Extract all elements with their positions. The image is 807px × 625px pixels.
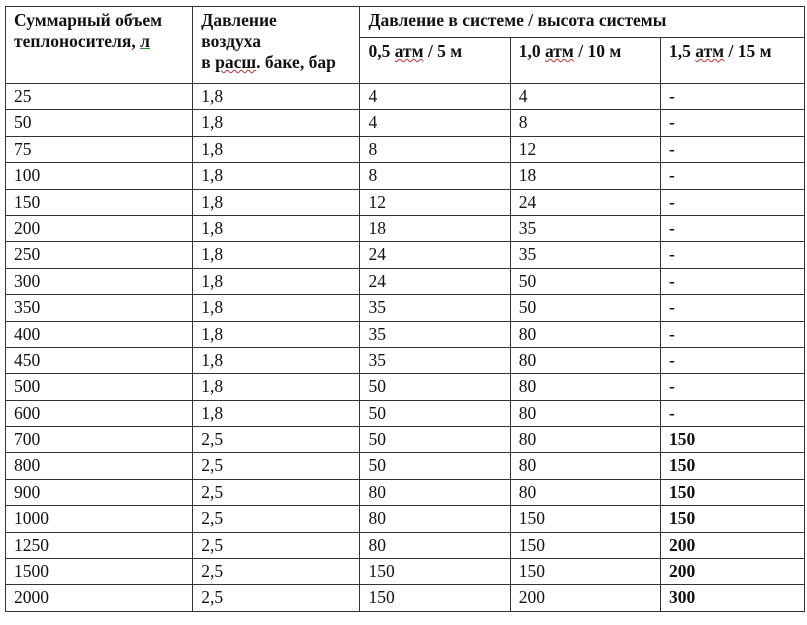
air-pressure-cell: 1,8 xyxy=(193,136,360,162)
table-row xyxy=(6,268,805,294)
header-sub-05-c: / 5 м xyxy=(423,41,463,61)
table-row xyxy=(6,559,805,585)
table-row xyxy=(6,585,805,611)
header-air-pressure-line3b: расш xyxy=(215,52,257,72)
table-row xyxy=(6,506,805,532)
pressure-10-cell: 50 xyxy=(510,295,660,321)
table-body xyxy=(6,84,805,612)
volume-cell: 900 xyxy=(6,479,193,505)
pressure-05-cell: 35 xyxy=(360,321,510,347)
table-row xyxy=(6,163,805,189)
pressure-15-cell: - xyxy=(661,110,805,136)
pressure-05-cell: 80 xyxy=(360,479,510,505)
pressure-10-cell: 150 xyxy=(510,559,660,585)
air-pressure-cell: 1,8 xyxy=(193,374,360,400)
header-sub-15-a: 1,5 xyxy=(669,41,696,61)
pressure-05-cell: 150 xyxy=(360,585,510,611)
volume-cell: 600 xyxy=(6,400,193,426)
air-pressure-cell: 1,8 xyxy=(193,321,360,347)
header-sub-10 xyxy=(510,38,660,84)
header-sub-05 xyxy=(360,38,510,84)
table-row xyxy=(6,532,805,558)
pressure-10-cell: 80 xyxy=(510,400,660,426)
volume-cell: 1000 xyxy=(6,506,193,532)
pressure-15-cell: 300 xyxy=(661,585,805,611)
pressure-05-cell: 80 xyxy=(360,506,510,532)
table-row xyxy=(6,189,805,215)
air-pressure-cell: 2,5 xyxy=(193,559,360,585)
pressure-volume-table xyxy=(5,6,805,612)
header-air-pressure xyxy=(193,7,360,84)
pressure-15-cell: - xyxy=(661,242,805,268)
volume-cell: 700 xyxy=(6,427,193,453)
pressure-15-cell: - xyxy=(661,163,805,189)
pressure-05-cell: 12 xyxy=(360,189,510,215)
volume-cell: 150 xyxy=(6,189,193,215)
table-row xyxy=(6,427,805,453)
air-pressure-cell: 1,8 xyxy=(193,347,360,373)
pressure-15-cell: - xyxy=(661,136,805,162)
pressure-15-cell: - xyxy=(661,189,805,215)
pressure-15-cell: - xyxy=(661,295,805,321)
pressure-05-cell: 4 xyxy=(360,84,510,110)
volume-cell: 25 xyxy=(6,84,193,110)
pressure-15-cell: 150 xyxy=(661,479,805,505)
volume-cell: 400 xyxy=(6,321,193,347)
header-system-pressure-group: Давление в системе / высота системы xyxy=(360,7,805,38)
table-row xyxy=(6,295,805,321)
volume-cell: 75 xyxy=(6,136,193,162)
pressure-05-cell: 8 xyxy=(360,163,510,189)
volume-cell: 1500 xyxy=(6,559,193,585)
air-pressure-cell: 1,8 xyxy=(193,242,360,268)
table-row xyxy=(6,374,805,400)
air-pressure-cell: 2,5 xyxy=(193,585,360,611)
header-sub-10-a: 1,0 xyxy=(518,41,545,61)
pressure-15-cell: - xyxy=(661,400,805,426)
pressure-15-cell: 150 xyxy=(661,427,805,453)
pressure-10-cell: 8 xyxy=(510,110,660,136)
air-pressure-cell: 2,5 xyxy=(193,532,360,558)
pressure-10-cell: 80 xyxy=(510,374,660,400)
header-total-volume-line2: теплоносителя, xyxy=(14,31,141,51)
header-sub-10-unit: атм xyxy=(545,41,574,61)
header-sub-15-c: / 15 м xyxy=(724,41,772,61)
table-header xyxy=(6,7,805,84)
header-sub-05-a: 0,5 xyxy=(368,41,395,61)
pressure-05-cell: 50 xyxy=(360,453,510,479)
pressure-05-cell: 80 xyxy=(360,532,510,558)
air-pressure-cell: 2,5 xyxy=(193,506,360,532)
table-row xyxy=(6,400,805,426)
pressure-15-cell: - xyxy=(661,215,805,241)
pressure-10-cell: 50 xyxy=(510,268,660,294)
pressure-05-cell: 4 xyxy=(360,110,510,136)
pressure-10-cell: 18 xyxy=(510,163,660,189)
pressure-10-cell: 150 xyxy=(510,506,660,532)
pressure-05-cell: 150 xyxy=(360,559,510,585)
pressure-15-cell: - xyxy=(661,268,805,294)
pressure-15-cell: - xyxy=(661,84,805,110)
volume-cell: 500 xyxy=(6,374,193,400)
pressure-15-cell: - xyxy=(661,347,805,373)
pressure-15-cell: 200 xyxy=(661,532,805,558)
table-row xyxy=(6,321,805,347)
pressure-10-cell: 80 xyxy=(510,347,660,373)
volume-cell: 200 xyxy=(6,215,193,241)
pressure-05-cell: 35 xyxy=(360,347,510,373)
air-pressure-cell: 1,8 xyxy=(193,295,360,321)
header-total-volume xyxy=(6,7,193,84)
pressure-10-cell: 80 xyxy=(510,321,660,347)
air-pressure-cell: 1,8 xyxy=(193,84,360,110)
pressure-15-cell: 150 xyxy=(661,453,805,479)
pressure-10-cell: 35 xyxy=(510,242,660,268)
air-pressure-cell: 1,8 xyxy=(193,268,360,294)
pressure-10-cell: 80 xyxy=(510,427,660,453)
header-row-top xyxy=(6,7,805,38)
air-pressure-cell: 1,8 xyxy=(193,110,360,136)
air-pressure-cell: 2,5 xyxy=(193,453,360,479)
volume-cell: 2000 xyxy=(6,585,193,611)
pressure-10-cell: 24 xyxy=(510,189,660,215)
pressure-15-cell: 150 xyxy=(661,506,805,532)
pressure-10-cell: 80 xyxy=(510,479,660,505)
header-sub-05-unit: атм xyxy=(394,41,424,61)
table-row xyxy=(6,215,805,241)
pressure-10-cell: 4 xyxy=(510,84,660,110)
air-pressure-cell: 1,8 xyxy=(193,189,360,215)
air-pressure-cell: 1,8 xyxy=(193,400,360,426)
pressure-15-cell: - xyxy=(661,374,805,400)
volume-cell: 800 xyxy=(6,453,193,479)
header-sub-10-c: / 10 м xyxy=(573,41,622,61)
pressure-15-cell: 200 xyxy=(661,559,805,585)
volume-cell: 300 xyxy=(6,268,193,294)
air-pressure-cell: 2,5 xyxy=(193,427,360,453)
header-sub-15-unit: атм xyxy=(695,41,725,61)
air-pressure-cell: 1,8 xyxy=(193,215,360,241)
header-air-pressure-line3c: . баке, бар xyxy=(256,52,336,72)
header-air-pressure-line1: Давление xyxy=(201,10,277,30)
pressure-05-cell: 24 xyxy=(360,268,510,294)
table-row xyxy=(6,479,805,505)
header-air-pressure-line3a: в xyxy=(201,52,216,72)
pressure-10-cell: 35 xyxy=(510,215,660,241)
pressure-10-cell: 80 xyxy=(510,453,660,479)
pressure-10-cell: 200 xyxy=(510,585,660,611)
air-pressure-cell: 1,8 xyxy=(193,163,360,189)
table-row xyxy=(6,453,805,479)
volume-cell: 350 xyxy=(6,295,193,321)
header-total-volume-line1: Суммарный объем xyxy=(14,10,163,30)
pressure-05-cell: 35 xyxy=(360,295,510,321)
table-row xyxy=(6,347,805,373)
pressure-15-cell: - xyxy=(661,321,805,347)
pressure-10-cell: 150 xyxy=(510,532,660,558)
table-row xyxy=(6,84,805,110)
header-total-volume-unit: л xyxy=(140,31,150,51)
pressure-05-cell: 18 xyxy=(360,215,510,241)
pressure-10-cell: 12 xyxy=(510,136,660,162)
pressure-05-cell: 50 xyxy=(360,400,510,426)
volume-cell: 50 xyxy=(6,110,193,136)
pressure-05-cell: 24 xyxy=(360,242,510,268)
table-row xyxy=(6,242,805,268)
table-row xyxy=(6,110,805,136)
header-sub-15 xyxy=(661,38,805,84)
volume-cell: 1250 xyxy=(6,532,193,558)
volume-cell: 100 xyxy=(6,163,193,189)
table-row xyxy=(6,136,805,162)
header-air-pressure-line2: воздуха xyxy=(201,31,261,51)
air-pressure-cell: 2,5 xyxy=(193,479,360,505)
pressure-05-cell: 50 xyxy=(360,427,510,453)
pressure-05-cell: 50 xyxy=(360,374,510,400)
volume-cell: 250 xyxy=(6,242,193,268)
pressure-05-cell: 8 xyxy=(360,136,510,162)
volume-cell: 450 xyxy=(6,347,193,373)
